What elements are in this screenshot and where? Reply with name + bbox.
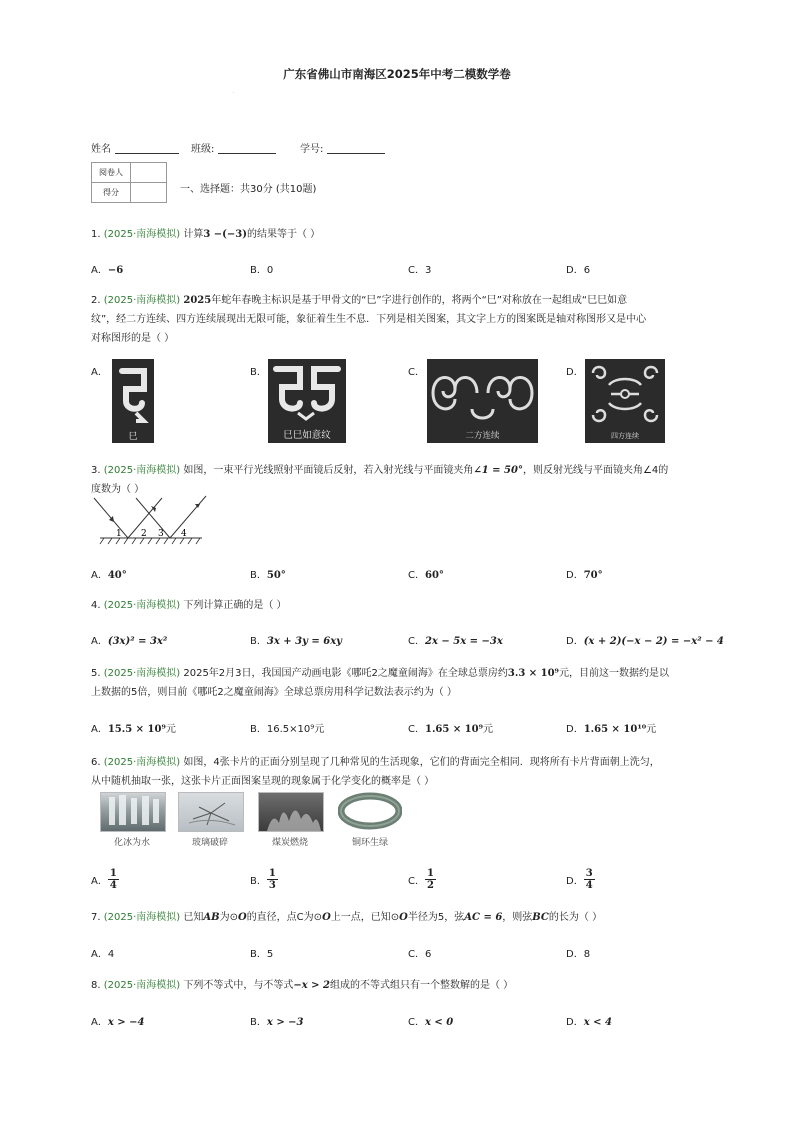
class-underline[interactable]: [218, 143, 276, 154]
question-source: (2025·南海模拟): [103, 980, 181, 991]
q3-option-c[interactable]: C．60°: [408, 570, 444, 581]
mirror-reflection-figure: [92, 494, 207, 548]
angle-2-label: 2: [141, 529, 147, 539]
q7-option-c[interactable]: C．6: [408, 949, 432, 960]
question-4: 4. (2025·南海模拟) 下列计算正确的是（ ）: [91, 600, 287, 611]
student-id-label: 学号:: [300, 144, 324, 155]
q8-option-b[interactable]: B．x > −3: [250, 1017, 304, 1028]
q7-option-a[interactable]: A．4: [91, 949, 115, 960]
class-label: 班级:: [191, 144, 215, 155]
q5-option-a[interactable]: A．15.5 × 10⁹元: [91, 724, 176, 735]
question-3: 3. (2025·南海模拟) 如图，一束平行光线照射平面镜后反射，若入射光线与平面镜夹角∠1 = 50°，则反射光线与平面镜夹角∠4的 度数为（ ）: [91, 465, 669, 495]
q4-option-b[interactable]: B．3x + 3y = 6xy: [250, 636, 342, 647]
question-2: 2. (2025·南海模拟) 2025年蛇年春晚主标识是基于甲骨文的“巳”字进行创作的，将两个“巳”对称放在一起组成“巳巳如意 纹”，经二方连续、四方连续展现出无限可能，象征着生生不息．下列是相关图案，其文字上方的图案既是轴对称图形又是中心 对称图形的是（ ）: [91, 295, 647, 344]
four-way-continuous-pattern-image[interactable]: 四方连续: [585, 359, 665, 443]
q1-option-b[interactable]: B．0: [250, 265, 274, 276]
class-field[interactable]: [191, 140, 276, 155]
score-table: [91, 162, 167, 203]
q6-option-b[interactable]: B． $\frac{1}{3}$: [250, 868, 276, 891]
q6-option-c[interactable]: C． $\frac{1}{2}$: [408, 868, 434, 891]
reviewer-label: 阅卷人: [92, 163, 131, 183]
angle-4-label: 4: [181, 529, 187, 539]
copper-ring-card-image[interactable]: [338, 792, 402, 830]
question-8: 8. (2025·南海模拟) 下列不等式中，与不等式−x > 2组成的不等式组只有一个整数解的是（ ）: [91, 980, 514, 991]
question-source: (2025·南海模拟): [103, 912, 181, 923]
q1-option-d[interactable]: D．6: [566, 265, 591, 276]
q5-option-c[interactable]: C．1.65 × 10⁹元: [408, 724, 493, 735]
q4-option-c[interactable]: C．2x − 5x = −3x: [408, 636, 503, 647]
name-field[interactable]: [91, 140, 179, 155]
angle-3-label: 3: [158, 529, 164, 539]
question-source: (2025·南海模拟): [103, 295, 181, 306]
q2-option-d-label[interactable]: D．: [566, 367, 584, 378]
q8-option-a[interactable]: A．x > −4: [91, 1017, 145, 1028]
student-id-underline[interactable]: [327, 143, 385, 154]
reviewer-cell: [131, 163, 167, 183]
q5-option-d[interactable]: D．1.65 × 10¹⁰元: [566, 724, 657, 735]
si-pattern-image[interactable]: 巳: [112, 359, 154, 443]
q3-option-d[interactable]: D．70°: [566, 570, 603, 581]
q2-option-c-label[interactable]: C．: [408, 367, 425, 378]
card-caption-2: 玻璃破碎: [191, 838, 228, 848]
q8-option-c[interactable]: C．x < 0: [408, 1017, 454, 1028]
exam-title: 广东省佛山市南海区2025年中考二模数学卷: [283, 67, 511, 81]
stray-dot: ·: [233, 90, 235, 96]
q2-option-b-label[interactable]: B．: [250, 367, 267, 378]
q6-option-d[interactable]: D． $\frac{3}{4}$: [566, 868, 593, 891]
q3-option-b[interactable]: B．50°: [250, 570, 286, 581]
q6-option-a[interactable]: A． $\frac{1}{4}$: [91, 868, 117, 891]
q4-option-d[interactable]: D．(x + 2)(−x − 2) = −x² − 4: [566, 636, 724, 647]
q7-option-d[interactable]: D．8: [566, 949, 591, 960]
card-caption-4: 铜环生绿: [351, 838, 388, 848]
question-source: (2025·南海模拟): [103, 757, 181, 768]
q8-option-d[interactable]: D．x < 4: [566, 1017, 612, 1028]
section-title: 一、选择题：共30分 (共10题): [180, 184, 317, 195]
ice-melting-card-image[interactable]: [100, 792, 166, 832]
q7-option-b[interactable]: B．5: [250, 949, 274, 960]
si-si-ruyi-pattern-image[interactable]: 巳巳如意纹: [268, 359, 346, 443]
question-source: (2025·南海模拟): [103, 465, 181, 476]
score-label: 得分: [92, 183, 131, 203]
name-underline[interactable]: [115, 143, 179, 154]
question-1: 1. (2025·南海模拟) 计算3 −(−3)的结果等于（ ）: [91, 229, 321, 240]
question-source: (2025·南海模拟): [103, 600, 181, 611]
question-6: 6. (2025·南海模拟) 如图，4张卡片的正面分别呈现了几种常见的生活现象，它们的背面完全相同．现将所有卡片背面朝上洗匀， 从中随机抽取一张，这张卡片正面图案呈现的现象属于化学变化的概率是（ ）: [91, 757, 660, 787]
question-source: (2025·南海模拟): [103, 229, 181, 240]
question-5: 5. (2025·南海模拟) 2025年2月3日，我国国产动画电影《哪吒2之魔童闹海》在全球总票房约3.3 × 10⁹元，目前这一数据约是以 上数据的5倍，则目前《哪吒2之魔童闹海》全球总票房用科学记数法表示约为（ ）: [91, 668, 669, 698]
question-7: 7. (2025·南海模拟) 已知AB为⊙O的直径，点C为⊙O上一点，已知⊙O半径为5，弦AC = 6，则弦BC的长为（ ）: [91, 912, 603, 923]
name-label: 姓名: [91, 144, 111, 155]
question-source: (2025·南海模拟): [103, 668, 181, 679]
coal-burning-card-image[interactable]: [258, 792, 324, 832]
student-id-field[interactable]: [300, 140, 385, 155]
q5-option-b[interactable]: B．16.5×10⁹元: [250, 724, 325, 735]
q1-option-c[interactable]: C．3: [408, 265, 432, 276]
q2-option-a-label[interactable]: A．: [91, 367, 108, 378]
two-way-continuous-pattern-image[interactable]: 二方连续: [427, 359, 538, 443]
score-cell: [131, 183, 167, 203]
q1-option-a[interactable]: A．−6: [91, 265, 124, 276]
glass-breaking-card-image[interactable]: [178, 792, 244, 832]
q3-option-a[interactable]: A．40°: [91, 570, 127, 581]
card-caption-3: 煤炭燃烧: [271, 838, 308, 848]
angle-1-label: 1: [116, 529, 122, 539]
card-caption-1: 化冰为水: [113, 838, 150, 848]
q4-option-a[interactable]: A．(3x)² = 3x²: [91, 636, 168, 647]
